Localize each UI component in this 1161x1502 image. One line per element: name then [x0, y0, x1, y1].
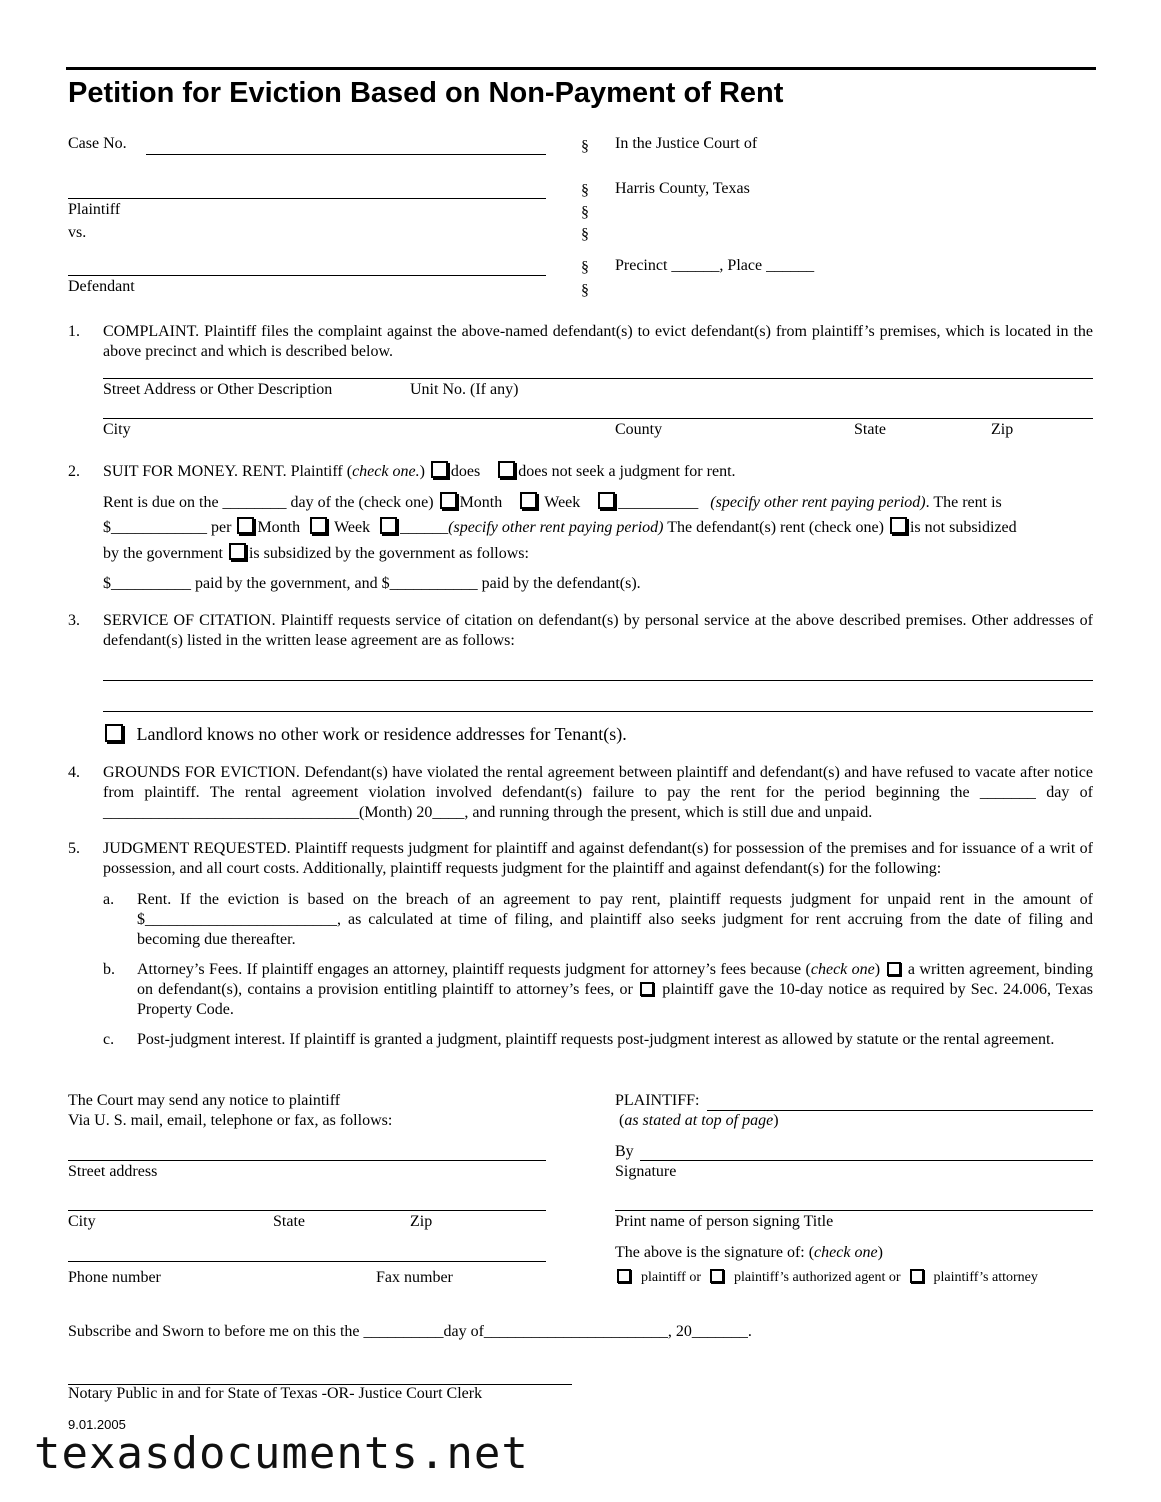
subsidized-label: is subsidized by the government as follows: [248, 545, 529, 562]
does-label: does [450, 463, 481, 480]
county-label: County [615, 421, 663, 438]
suit-for-money-text: SUIT FOR MONEY. RENT. Plaintiff ( [103, 463, 353, 480]
plaintiff-label: Plaintiff [68, 201, 121, 218]
rent-amount-field[interactable]: $____________ per [103, 519, 232, 536]
city-label: City [103, 421, 131, 438]
signature-field[interactable] [640, 1160, 1093, 1161]
grounds-for-eviction-text: GROUNDS FOR EVICTION. Defendant(s) have violated the rental agreement between plaintiff and defendant(s) and have refused to vacate after notice from plaintiff. The rental agreement violation involved defendant(s) failure to pay the rent for the period beginning the _______ day of ________________________________(Month) 20____, and running through the present, which is still due and unpaid. [103, 764, 1093, 821]
per-week-checkbox[interactable] [310, 517, 327, 534]
zip-label: Zip [991, 421, 1014, 438]
print-name-field[interactable] [615, 1210, 1093, 1211]
subsidized-line [103, 543, 529, 563]
item-label: a. [103, 891, 115, 908]
month-label: Month [257, 519, 301, 536]
precinct-place-field[interactable]: Precinct ______, Place ______ [615, 257, 815, 274]
by-government-text: by the government [103, 545, 223, 562]
section-symbol: § [581, 259, 589, 276]
paren-text: ) [874, 961, 881, 978]
street-address-label: Street Address or Other Description [103, 381, 333, 398]
city-county-state-zip-field[interactable] [103, 418, 1093, 419]
specify-other-text: (specify other rent paying period) [710, 494, 926, 511]
written-agreement-checkbox[interactable] [887, 962, 901, 976]
other-period-field[interactable]: ______ [400, 519, 449, 536]
judgment-requested-text: JUDGMENT REQUESTED. Plaintiff requests judgment for plaintiff and against defendant(s) for possession of the premises and for issuance of a writ of possession, and all court costs. Additionally, plaintiff requests judgment for the plaintiff and against defendant(s) for the following: [103, 840, 1093, 877]
landlord-knows-label: Landlord knows no other work or residence addresses for Tenant(s). [136, 724, 627, 744]
above-signature-text: The above is the signature of: ( [615, 1244, 815, 1261]
subsidized-checkbox[interactable] [229, 543, 246, 560]
suit-for-money-line [103, 461, 736, 481]
plaintiff-option-label: plaintiff or [641, 1270, 702, 1285]
print-name-label: Print name of person signing Title [615, 1213, 834, 1230]
as-stated-text: as stated at top of page [624, 1112, 774, 1129]
above-signature-line [615, 1244, 883, 1262]
county-label: Harris County, Texas [615, 180, 750, 197]
plaintiff-sign-label: PLAINTIFF: [615, 1092, 700, 1109]
week-label: Week [544, 494, 581, 511]
section-symbol: § [581, 226, 589, 243]
landlord-knows-line [103, 724, 627, 745]
defendant-field[interactable] [68, 275, 546, 276]
service-of-citation-text: SERVICE OF CITATION. Plaintiff requests service of citation on defendant(s) by personal service at the above described premises. Other addresses of defendant(s) listed in the written lease agreement are as follows: [103, 612, 1093, 649]
other-address-field[interactable] [103, 711, 1093, 712]
written-agreement-text: a written agreement, binding on defendant(s), contains a provision entitling plaintiff to attorney’s fees, or [137, 961, 1094, 998]
item-label: b. [103, 961, 115, 978]
form-date: 9.01.2005 [68, 1417, 126, 1432]
rent-is-text: . The rent is [925, 494, 1002, 511]
check-one-text: check one [814, 1244, 878, 1261]
notary-label: Notary Public in and for State of Texas -OR- Justice Court Clerk [68, 1385, 483, 1402]
watermark: texasdocuments.net [34, 1428, 529, 1479]
paren-text: ) [419, 463, 425, 480]
rent-amount-line [103, 517, 1017, 537]
attorney-option-label: plaintiff’s attorney [933, 1270, 1038, 1285]
fax-label: Fax number [376, 1269, 453, 1286]
court-label: In the Justice Court of [615, 135, 758, 152]
street-address-label: Street address [68, 1163, 158, 1180]
section-number: 4. [68, 764, 80, 781]
state-label: State [854, 421, 886, 438]
does-not-label: does not seek a judgment for rent. [518, 463, 736, 480]
zip-label: Zip [410, 1213, 433, 1230]
section-number: 5. [68, 840, 80, 857]
specify-other-text: (specify other rent paying period) [448, 519, 664, 536]
top-rule [66, 67, 1096, 70]
section-symbol: § [581, 182, 589, 199]
signature-label: Signature [615, 1163, 677, 1180]
other-period-checkbox[interactable] [598, 492, 615, 509]
notice-line-2: Via U. S. mail, email, telephone or fax, as follows: [68, 1112, 393, 1129]
section-number: 3. [68, 612, 80, 629]
city-state-zip-field[interactable] [68, 1210, 546, 1211]
does-not-checkbox[interactable] [498, 461, 515, 478]
post-judgment-interest-text: Post-judgment interest. If plaintiff is granted a judgment, plaintiff requests post-judgment interest as allowed by statute or the rental agreement. [137, 1031, 1055, 1048]
case-no-label: Case No. [68, 135, 127, 152]
paren-text: ) [877, 1244, 883, 1261]
page-title: Petition for Eviction Based on Non-Payment of Rent [68, 77, 784, 109]
street-address-field[interactable] [103, 378, 1093, 379]
not-subsidized-label: is not subsidized [909, 519, 1017, 536]
rent-judgment-text: Rent. If the eviction is based on the breach of an agreement to pay rent, plaintiff requests judgment for unpaid rent in the amount of $________________________, as calculated at time of filing, and plaintiff also seeks judgment for rent accruing from the date of filing and becoming due thereafter. [137, 891, 1093, 948]
section-number: 1. [68, 323, 80, 340]
as-stated-note: (as stated at top of page) [619, 1112, 779, 1129]
week-label: Week [334, 519, 371, 536]
week-checkbox[interactable] [520, 492, 537, 509]
phone-fax-field[interactable] [68, 1261, 546, 1262]
section-symbol: § [581, 282, 589, 299]
does-checkbox[interactable] [431, 461, 448, 478]
vs-label: vs. [68, 224, 87, 241]
defendant-label: Defendant [68, 278, 135, 295]
item-label: c. [103, 1031, 115, 1048]
authorized-agent-checkbox[interactable] [710, 1269, 724, 1283]
rent-due-text: Rent is due on the ________ day of the (check one) [103, 494, 434, 511]
plaintiff-field[interactable] [68, 198, 546, 199]
check-one-text: check one [810, 961, 875, 978]
signer-type-options [615, 1269, 1038, 1286]
other-period-field[interactable]: __________ [618, 494, 699, 511]
state-label: State [273, 1213, 305, 1230]
per-other-checkbox[interactable] [380, 517, 397, 534]
street-address-field[interactable] [68, 1160, 546, 1161]
attorney-fees-text-1: Attorney’s Fees. If plaintiff engages an attorney, plaintiff requests judgment for attorney’s fees because ( [137, 961, 811, 978]
attorney-fees-text [137, 960, 1093, 1020]
section-symbol: § [581, 204, 589, 221]
rent-check-text: The defendant(s) rent (check one) [663, 519, 884, 536]
month-checkbox[interactable] [440, 492, 457, 509]
per-month-checkbox[interactable] [237, 517, 254, 534]
ten-day-notice-checkbox[interactable] [640, 982, 654, 996]
paid-amounts-line[interactable]: $__________ paid by the government, and $___________ paid by the defendant(s). [103, 575, 641, 592]
landlord-knows-checkbox[interactable] [105, 724, 123, 742]
phone-label: Phone number [68, 1269, 161, 1286]
not-subsidized-checkbox[interactable] [890, 517, 907, 534]
unit-no-label: Unit No. (If any) [410, 381, 519, 398]
complaint-text: COMPLAINT. Plaintiff files the complaint against the above-named defendant(s) to evict defendant(s) from plaintiff’s premises, which is located in the above precinct and which is described below. [103, 323, 1093, 360]
case-no-field[interactable] [146, 154, 546, 155]
notice-line-1: The Court may send any notice to plaintiff [68, 1092, 341, 1109]
other-address-field[interactable] [103, 680, 1093, 681]
month-label: Month [459, 494, 503, 511]
city-label: City [68, 1213, 96, 1230]
section-number: 2. [68, 463, 80, 480]
section-symbol: § [581, 138, 589, 155]
plaintiff-checkbox[interactable] [617, 1269, 631, 1283]
by-label: By [615, 1143, 634, 1160]
ten-day-notice-text: plaintiff gave the 10-day notice as required by Sec. 24.006, Texas Property Code. [137, 981, 1094, 1018]
sworn-statement[interactable]: Subscribe and Sworn to before me on this the __________day of_______________________, 20_______. [68, 1323, 752, 1340]
authorized-agent-option-label: plaintiff’s authorized agent or [734, 1270, 901, 1285]
check-one-text: check one. [352, 463, 420, 480]
rent-due-line [103, 492, 1093, 512]
plaintiff-sign-field[interactable] [707, 1110, 1093, 1111]
attorney-checkbox[interactable] [910, 1269, 924, 1283]
